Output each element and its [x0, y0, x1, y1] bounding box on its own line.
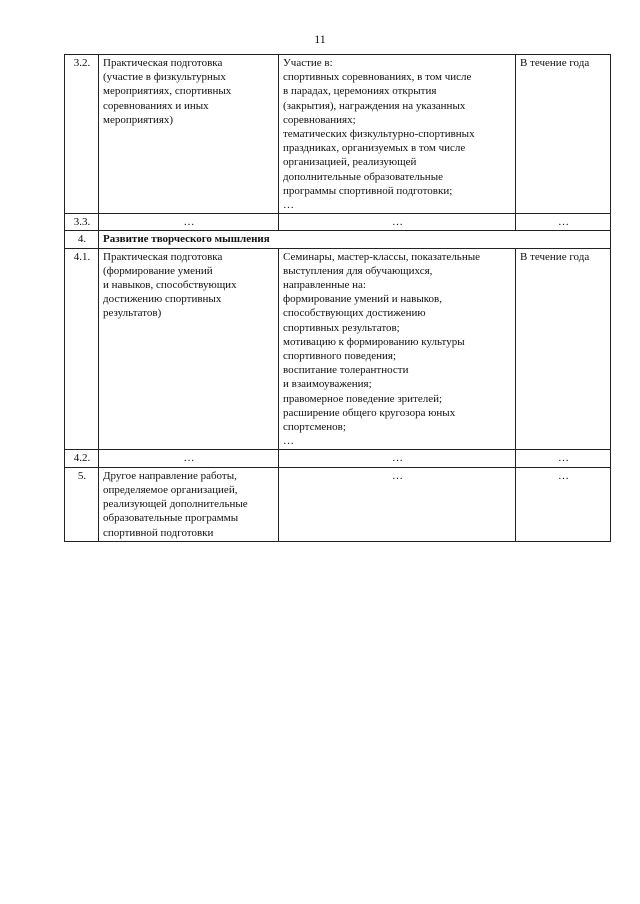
section-number: 4. — [65, 231, 99, 248]
row-name-cell — [99, 248, 279, 450]
row-number: 4.2. — [65, 450, 99, 467]
table-row-3-2 — [65, 55, 611, 214]
row-description-line: спортивных результатов; — [283, 321, 400, 334]
row-term: … — [516, 467, 611, 541]
row-description-line: формирование умений и навыков, — [283, 293, 442, 306]
row-description-line: воспитание толерантности — [283, 364, 409, 377]
row-description-line: дополнительные образовательные — [283, 170, 443, 183]
row-name-line: и навыков, способствующих — [103, 279, 237, 292]
row-description-line: направленные на: — [283, 279, 366, 292]
row-description-line: организацией, реализующей — [283, 156, 417, 169]
row-description-line: спортивного поведения; — [283, 350, 397, 363]
row-description-line: выступления для обучающихся, — [283, 264, 433, 277]
row-name-line: Другое направление работы, — [103, 469, 237, 482]
row-number: 5. — [65, 467, 99, 541]
row-description-line: в парадах, церемониях открытия — [283, 85, 437, 98]
row-description-cell: … — [279, 467, 516, 541]
row-name-cell: … — [99, 450, 279, 467]
row-description-line: … — [283, 435, 294, 448]
row-name-line: Практическая подготовка — [103, 250, 223, 263]
page-number: 11 — [314, 32, 326, 46]
table-row-4 — [65, 231, 611, 248]
row-name-line: мероприятиях, спортивных — [103, 85, 232, 98]
row-number: 3.3. — [65, 214, 99, 231]
row-description-cell — [279, 248, 516, 450]
row-name-line: Практическая подготовка — [103, 57, 223, 69]
row-name-cell: … — [99, 214, 279, 231]
row-description-line: мотивацию к формированию культуры — [283, 335, 465, 348]
row-description-line: расширение общего кругозора юных — [283, 406, 456, 419]
row-term: В течение года — [516, 55, 611, 214]
row-description-line: и взаимоуважения; — [283, 378, 372, 391]
row-name-line: (формирование умений — [103, 264, 213, 277]
row-description-cell: … — [279, 214, 516, 231]
row-name-cell — [99, 55, 279, 214]
row-description-line: программы спортивной подготовки; — [283, 184, 453, 197]
row-description-line: спортивных соревнованиях, в том числе — [283, 71, 472, 84]
row-name-line: (участие в физкультурных — [103, 71, 226, 84]
row-name-line: соревнованиях и иных — [103, 99, 209, 112]
row-description-line: тематических физкультурно-спортивных — [283, 128, 475, 141]
table-row-3-3 — [65, 214, 611, 231]
row-number: 3.2. — [65, 55, 99, 214]
row-description-line: (закрытия), награждения на указанных — [283, 99, 466, 112]
training-plan-table — [64, 54, 611, 542]
row-description-line: … — [283, 199, 294, 212]
section-title: Развитие творческого мышления — [99, 231, 611, 248]
row-name-line: результатов) — [103, 307, 162, 320]
row-term: … — [516, 450, 611, 467]
row-name-line: реализующей дополнительные — [103, 498, 248, 511]
row-description-line: спортсменов; — [283, 421, 346, 434]
row-description-line: Семинары, мастер-классы, показательные — [283, 250, 480, 263]
row-name-line: мероприятиях) — [103, 113, 174, 126]
row-name-line: определяемое организацией, — [103, 483, 238, 496]
row-description-line: праздниках, организуемых в том числе — [283, 142, 466, 155]
row-term: … — [516, 214, 611, 231]
row-name-cell — [99, 467, 279, 541]
row-number: 4.1. — [65, 248, 99, 450]
table-row-4-1 — [65, 248, 611, 450]
row-description-line: Участие в: — [283, 57, 333, 69]
row-name-line: достижению спортивных — [103, 293, 222, 306]
row-term: В течение года — [516, 248, 611, 450]
row-name-line: спортивной подготовки — [103, 526, 214, 539]
row-description-line: соревнованиях; — [283, 113, 356, 126]
row-name-line: образовательные программы — [103, 512, 239, 525]
row-description-line: способствующих достижению — [283, 307, 426, 320]
row-description-cell: … — [279, 450, 516, 467]
row-description-cell — [279, 55, 516, 214]
row-description-line: правомерное поведение зрителей; — [283, 392, 443, 405]
table-row-5 — [65, 467, 611, 541]
table-row-4-2 — [65, 450, 611, 467]
